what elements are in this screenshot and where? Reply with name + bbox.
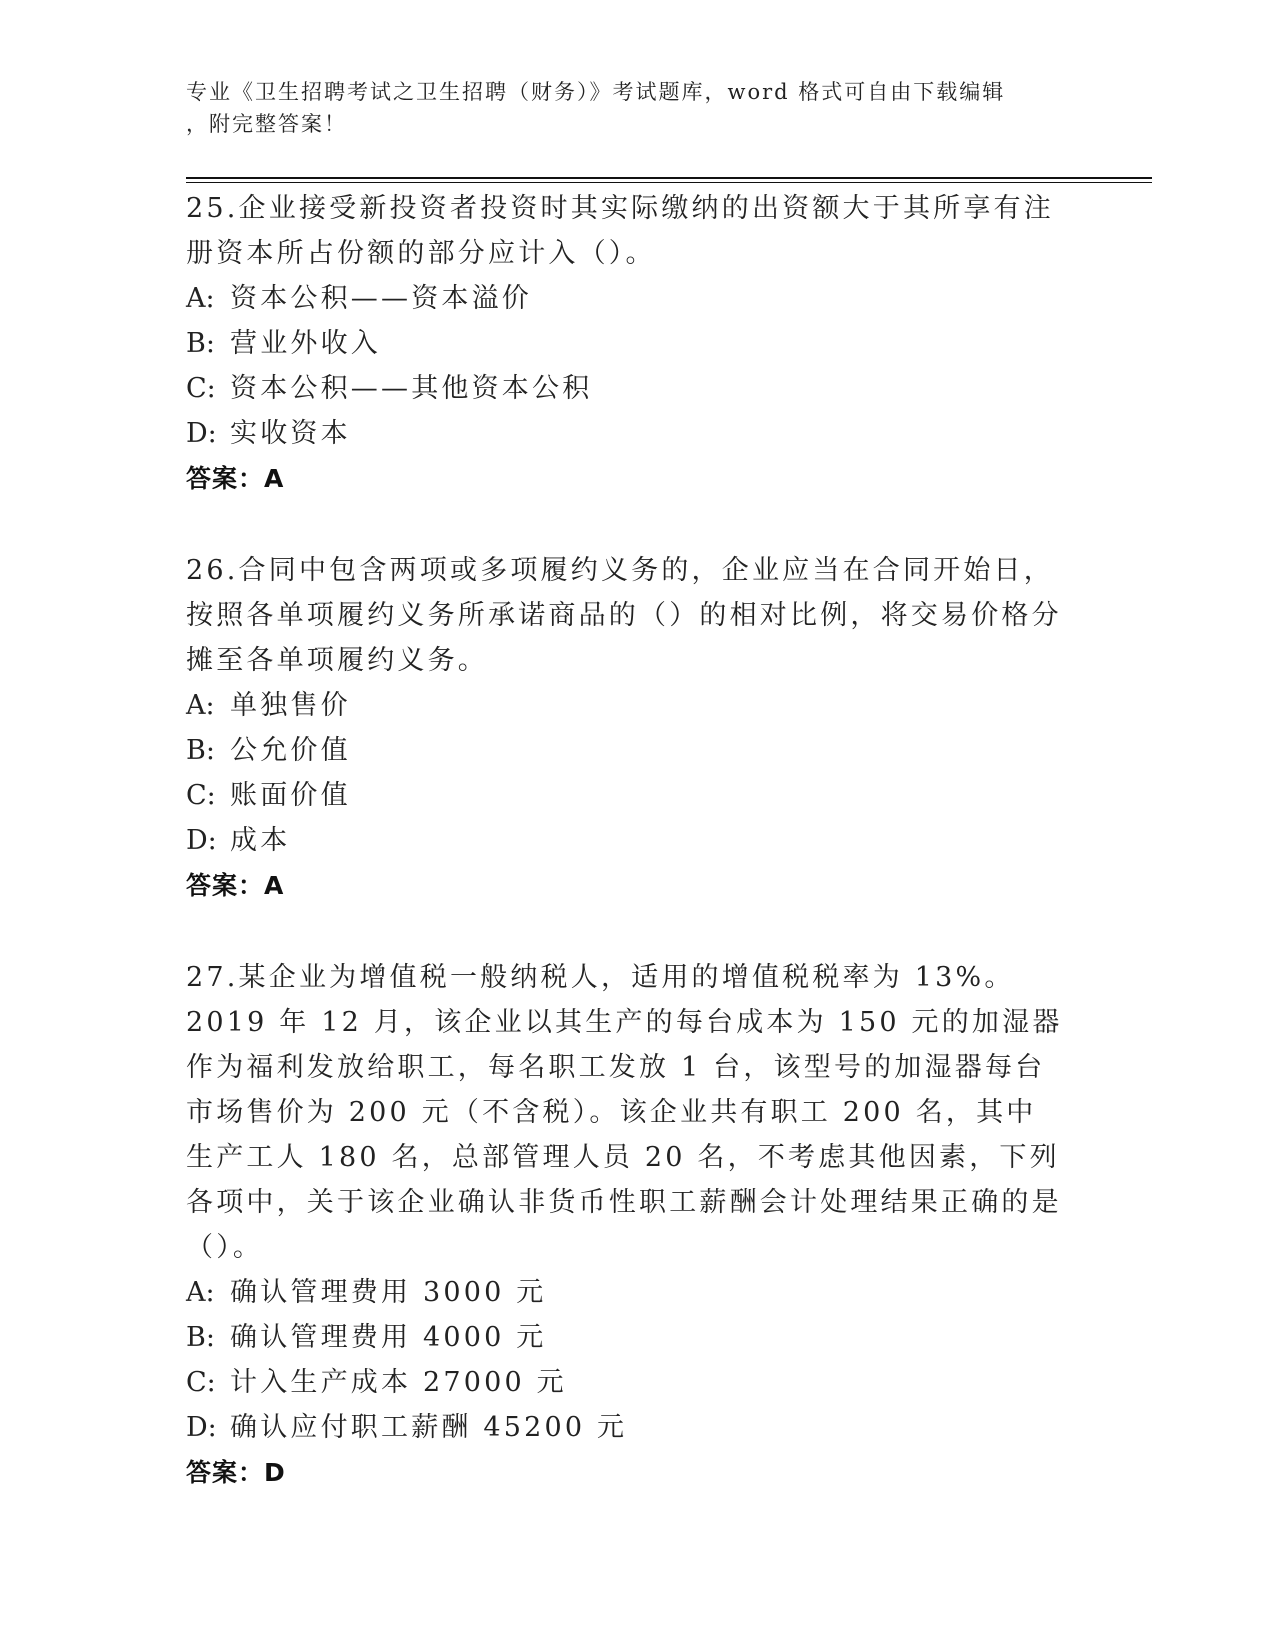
- question-25: [186, 186, 1066, 501]
- option-b: [186, 728, 1066, 773]
- question-26: [186, 548, 1066, 908]
- option-letter: C:: [186, 373, 216, 404]
- option-text: 确认管理费用 4000 元: [230, 1322, 547, 1353]
- option-letter: B:: [186, 735, 215, 766]
- question-stem: 25.企业接受新投资者投资时其实际缴纳的出资额大于其所享有注册资本所占份额的部分应计入（）。: [186, 193, 1054, 269]
- option-text: 确认管理费用 3000 元: [230, 1277, 547, 1308]
- option-text: 成本: [230, 825, 291, 856]
- option-c: [186, 366, 1066, 411]
- option-text: 资本公积——资本溢价: [230, 283, 532, 314]
- option-text: 计入生产成本 27000 元: [230, 1367, 567, 1398]
- option-text: 确认应付职工薪酬 45200 元: [230, 1412, 628, 1443]
- option-letter: B:: [186, 1322, 215, 1353]
- question-27: [186, 955, 1066, 1495]
- option-a: [186, 683, 1066, 728]
- header-line-1: 专业《卫生招聘考试之卫生招聘（财务）》考试题库，word 格式可自由下载编辑: [186, 80, 1006, 104]
- option-letter: A:: [186, 1277, 215, 1308]
- option-b: [186, 321, 1066, 366]
- document-header: [186, 76, 1066, 140]
- option-letter: A:: [186, 283, 215, 314]
- option-c: [186, 1360, 1066, 1405]
- option-letter: D:: [186, 825, 217, 856]
- header-divider-thick: [186, 177, 1152, 179]
- option-b: [186, 1315, 1066, 1360]
- question-stem: 27.某企业为增值税一般纳税人，适用的增值税税率为 13%。2019 年 12 月，该企业以其生产的每台成本为 150 元的加湿器作为福利发放给职工，每名职工发放 1 台，该型号的加湿器每台市场售价为 200 元（不含税）。该企业共有职工 200 名，其中生产工人 180 名，总部管理人员 20 名，不考虑其他因素，下列各项中，关于该企业确认非货币性职工薪酬会计处理结果正确的是（）。: [186, 962, 1063, 1263]
- option-text: 公允价值: [230, 735, 351, 766]
- question-stem: 26.合同中包含两项或多项履约义务的，企业应当在合同开始日，按照各单项履约义务所承诺商品的（）的相对比例，将交易价格分摊至各单项履约义务。: [186, 555, 1062, 676]
- option-text: 营业外收入: [230, 328, 381, 359]
- option-text: 实收资本: [230, 418, 351, 449]
- option-c: [186, 773, 1066, 818]
- answer-label: 答案：D: [186, 1458, 286, 1487]
- option-letter: C:: [186, 780, 216, 811]
- header-divider-thin: [186, 182, 1152, 183]
- option-letter: D:: [186, 418, 217, 449]
- option-a: [186, 1270, 1066, 1315]
- option-letter: C:: [186, 1367, 216, 1398]
- option-letter: A:: [186, 690, 215, 721]
- option-a: [186, 276, 1066, 321]
- option-d: [186, 1405, 1066, 1450]
- option-text: 账面价值: [230, 780, 351, 811]
- option-text: 资本公积——其他资本公积: [230, 373, 593, 404]
- header-line-2: ，附完整答案！: [186, 112, 347, 136]
- option-d: [186, 411, 1066, 456]
- answer-label: 答案：A: [186, 464, 285, 493]
- option-letter: B:: [186, 328, 215, 359]
- option-d: [186, 818, 1066, 863]
- option-letter: D:: [186, 1412, 217, 1443]
- answer-label: 答案：A: [186, 871, 285, 900]
- option-text: 单独售价: [230, 690, 351, 721]
